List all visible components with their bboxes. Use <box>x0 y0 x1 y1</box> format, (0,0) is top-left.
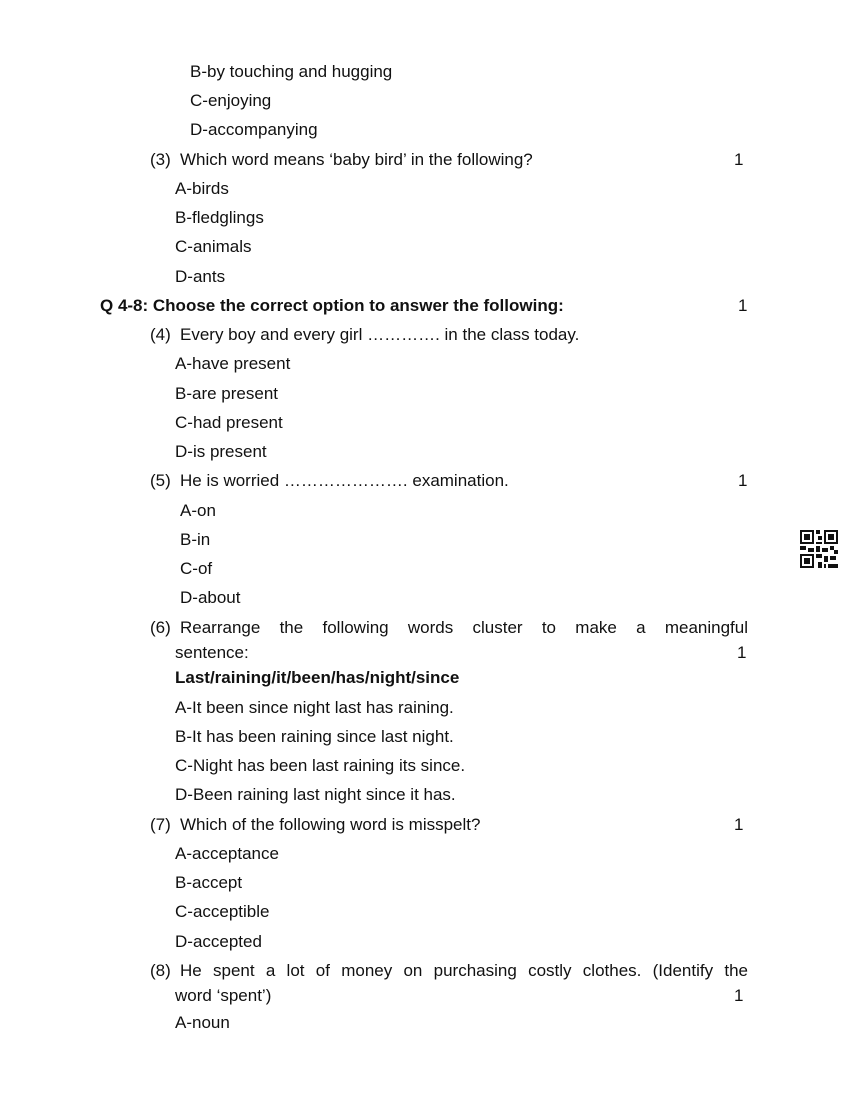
option: C-enjoying <box>190 91 272 110</box>
option: A-have present <box>175 354 291 373</box>
option: A-on <box>180 501 216 520</box>
option: D-accepted <box>175 932 262 951</box>
option: C-Night has been last raining its since. <box>175 756 466 775</box>
question-text: Which of the following word is misspelt? <box>180 815 481 834</box>
question-text: He is worried …………………. examination. <box>180 471 509 490</box>
option: B-by touching and hugging <box>190 62 393 81</box>
question-text-cont: word ‘spent’) <box>175 986 272 1005</box>
word-cluster: Last/raining/it/been/has/night/since <box>175 668 460 687</box>
question-text: Rearrange the following words cluster to make a meaningful <box>180 618 748 637</box>
option: D-about <box>180 588 241 607</box>
marks: 1 <box>734 986 744 1005</box>
option: B-It has been raining since last night. <box>175 727 454 746</box>
option: C-of <box>180 559 213 578</box>
option: B-accept <box>175 873 243 892</box>
question-number: (4) <box>150 325 171 344</box>
question-text-cont: sentence: <box>175 643 249 662</box>
option: D-accompanying <box>190 120 318 139</box>
option: D-ants <box>175 267 226 286</box>
marks: 1 <box>738 296 748 315</box>
option: A-acceptance <box>175 844 279 863</box>
option: B-in <box>180 530 211 549</box>
option: C-acceptible <box>175 902 270 921</box>
option: A-It been since night last has raining. <box>175 698 454 717</box>
option: C-had present <box>175 413 283 432</box>
option: B-are present <box>175 384 278 403</box>
question-number: (8) <box>150 961 171 980</box>
option: A-birds <box>175 179 229 198</box>
marks: 1 <box>738 471 748 490</box>
option: D-is present <box>175 442 267 461</box>
option: B-fledglings <box>175 208 264 227</box>
qr-code-icon <box>800 530 838 568</box>
question-number: (7) <box>150 815 171 834</box>
marks: 1 <box>737 643 747 662</box>
question-text: Every boy and every girl …………. in the class today. <box>180 325 580 344</box>
question-number: (5) <box>150 471 171 490</box>
marks: 1 <box>734 150 744 169</box>
question-number: (3) <box>150 150 171 169</box>
option: A-noun <box>175 1013 230 1032</box>
marks: 1 <box>734 815 744 834</box>
question-text: He spent a lot of money on purchasing costly clothes. (Identify the <box>180 961 748 980</box>
option: D-Been raining last night since it has. <box>175 785 456 804</box>
question-text: Which word means ‘baby bird’ in the following? <box>180 150 533 169</box>
question-number: (6) <box>150 618 171 637</box>
option: C-animals <box>175 237 252 256</box>
section-heading: Q 4-8: Choose the correct option to answer the following: <box>100 296 564 315</box>
